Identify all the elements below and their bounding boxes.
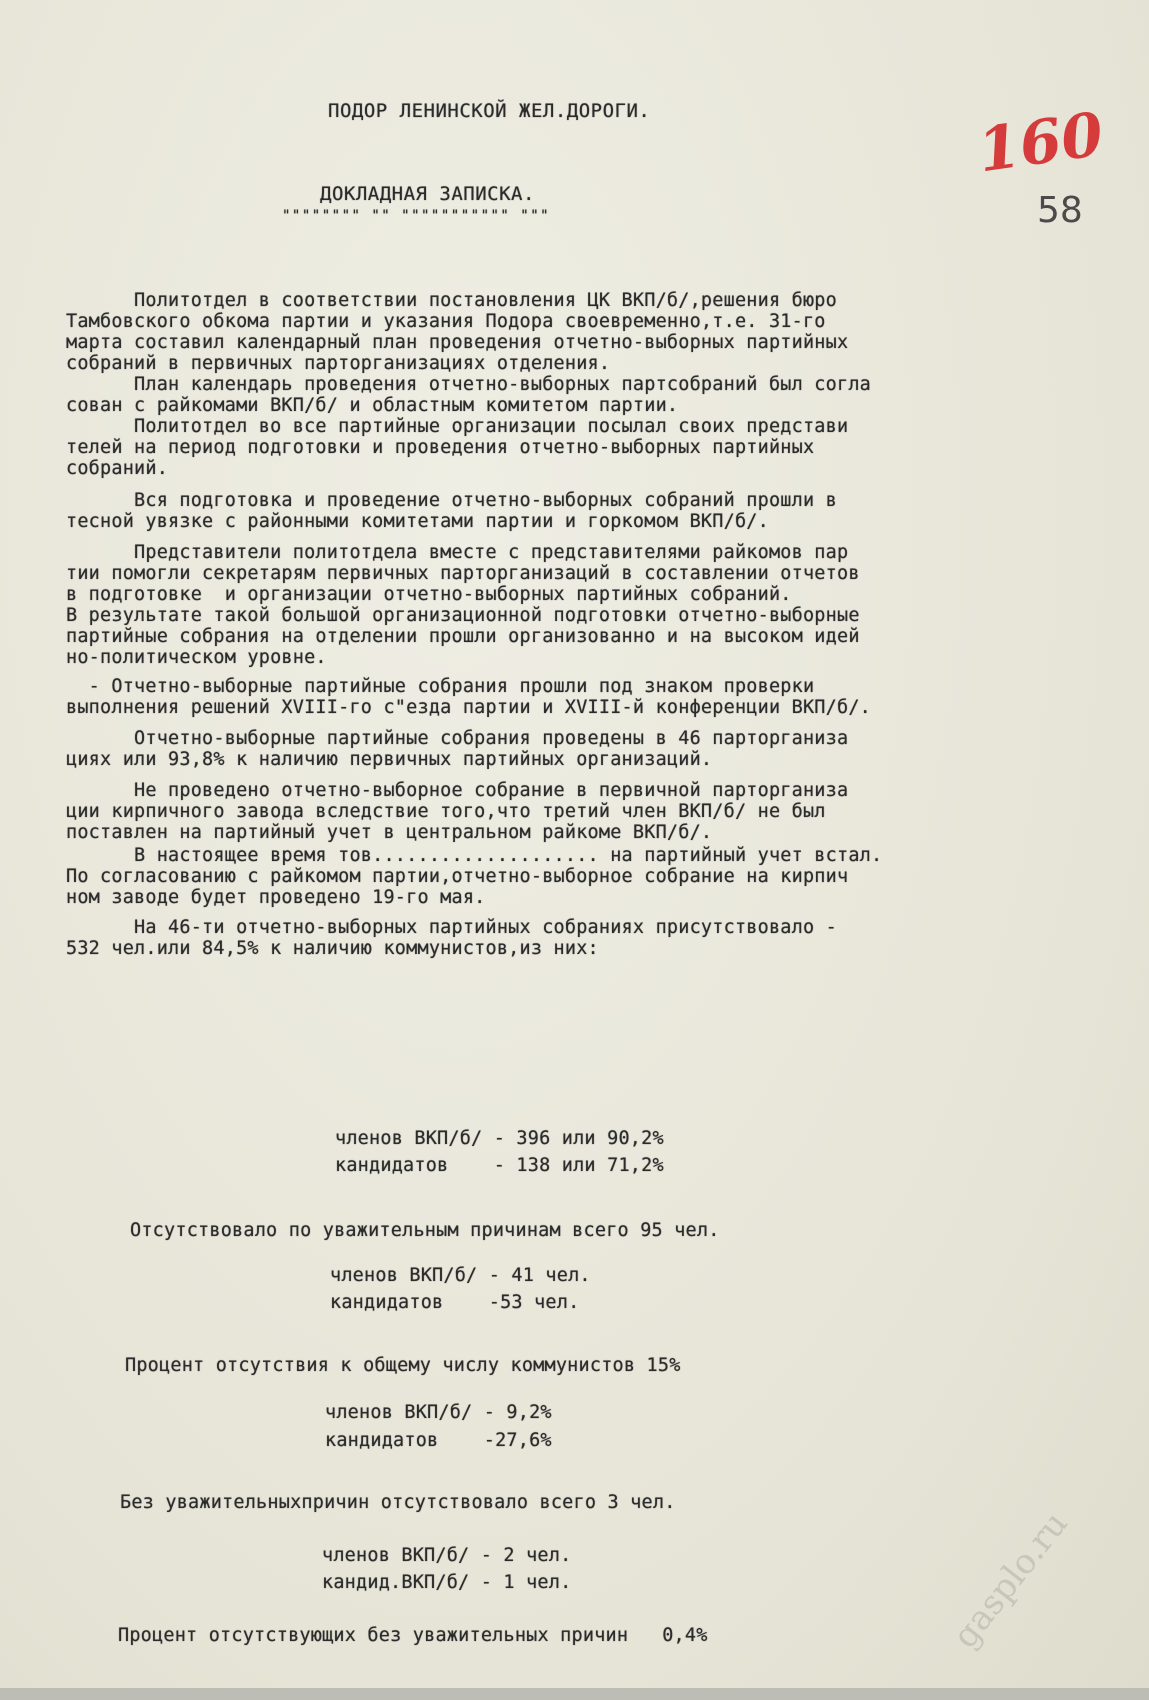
- present-candidates: кандидатов - 138 или 71,2%: [335, 1155, 664, 1176]
- absence-percent-members: членов ВКП/б/ - 9,2%: [325, 1402, 552, 1423]
- body-line: собраний.: [66, 458, 169, 479]
- body-line: План календарь проведения отчетно-выборных партсобраний был согла: [66, 374, 871, 395]
- present-members: членов ВКП/б/ - 396 или 90,2%: [335, 1128, 664, 1149]
- site-watermark: gasplo.ru: [945, 1504, 1076, 1656]
- body-line: но-политическом уровне.: [66, 647, 327, 668]
- body-line: Тамбовского обкома партии и указания Подора своевременно,т.е. 31-го: [66, 311, 826, 332]
- body-line: Не проведено отчетно-выборное собрание в первичной парторганиза: [66, 780, 849, 801]
- absent-valid-header: Отсутствовало по уважительным причинам всего 95 чел.: [130, 1220, 720, 1241]
- body-line: циях или 93,8% к наличию первичных партийных организаций.: [66, 749, 713, 770]
- body-line: собраний в первичных парторганизациях отделения.: [66, 353, 611, 374]
- body-line: ции кирпичного завода вследствие того,что третий член ВКП/б/ не был: [66, 801, 826, 822]
- absence-percent-header: Процент отсутствия к общему числу коммунистов 15%: [125, 1355, 681, 1376]
- absent-valid-members: членов ВКП/б/ - 41 чел.: [330, 1265, 591, 1286]
- bottom-edge: [0, 1688, 1149, 1700]
- body-line: 532 чел.или 84,5% к наличию коммунистов,из них:: [66, 938, 599, 959]
- body-line: На 46-ти отчетно-выборных партийных собраниях присутствовало -: [66, 917, 837, 938]
- body-line: - Отчетно-выборные партийные собрания прошли под знаком проверки: [66, 676, 815, 697]
- body-line: тии помогли секретарям первичных парторганизаций в составлении отчетов: [66, 563, 860, 584]
- body-line: тесной увязке с районными комитетами партии и горкомом ВКП/б/.: [66, 511, 769, 532]
- final-line: Процент отсутствующих без уважительных причин 0,4%: [118, 1625, 708, 1646]
- body-line: Политотдел во все партийные организации посылал своих представи: [66, 416, 849, 437]
- absent-invalid-header: Без уважительныхпричин отсутствовало всего 3 чел.: [120, 1492, 676, 1513]
- absent-invalid-candidates: кандид.ВКП/б/ - 1 чел.: [322, 1572, 572, 1593]
- body-line: сован с райкомами ВКП/б/ и областным комитетом партии.: [66, 395, 679, 416]
- body-line: в подготовке и организации отчетно-выборных партийных собраний.: [66, 584, 792, 605]
- body-line: марта составил календарный план проведения отчетно-выборных партийных: [66, 332, 849, 353]
- body-line: По согласованию с райкомом партии,отчетно-выборное собрание на кирпич: [66, 866, 849, 887]
- red-page-number: 160: [973, 99, 1108, 187]
- body-line: выполнения решений XVIII-го с"езда партии и XVIII-й конференции ВКП/б/.: [66, 697, 871, 718]
- pencil-page-number: 58: [1037, 190, 1083, 231]
- body-line: телей на период подготовки и проведения отчетно-выборных партийных: [66, 437, 815, 458]
- body-line: ном заводе будет проведено 19-го мая.: [66, 887, 486, 908]
- title-underline: """""""" "" """"""""""" """: [282, 208, 551, 224]
- body-line: Вся подготовка и проведение отчетно-выборных собраний прошли в: [66, 490, 837, 511]
- body-line: Политотдел в соответствии постановления ЦК ВКП/б/,решения бюро: [66, 290, 837, 311]
- body-line: Отчетно-выборные партийные собрания проведены в 46 парторганиза: [66, 728, 849, 749]
- absent-invalid-members: членов ВКП/б/ - 2 чел.: [322, 1545, 572, 1566]
- body-line: партийные собрания на отделении прошли организованно и на высоком идей: [66, 626, 860, 647]
- document-title: ДОКЛАДНАЯ ЗАПИСКА.: [320, 183, 535, 205]
- organization-heading: ПОДОР ЛЕНИНСКОЙ ЖЕЛ.ДОРОГИ.: [328, 100, 651, 122]
- body-line: В результате такой большой организационной подготовки отчетно-выборные: [66, 605, 860, 626]
- absence-percent-candidates: кандидатов -27,6%: [325, 1430, 552, 1451]
- body-line: Представители политотдела вместе с представителями райкомов пар: [66, 542, 849, 563]
- body-line: В настоящее время тов.................... на партийный учет встал.: [66, 845, 883, 866]
- absent-valid-candidates: кандидатов -53 чел.: [330, 1292, 580, 1313]
- body-line: поставлен на партийный учет в центральном райкоме ВКП/б/.: [66, 822, 713, 843]
